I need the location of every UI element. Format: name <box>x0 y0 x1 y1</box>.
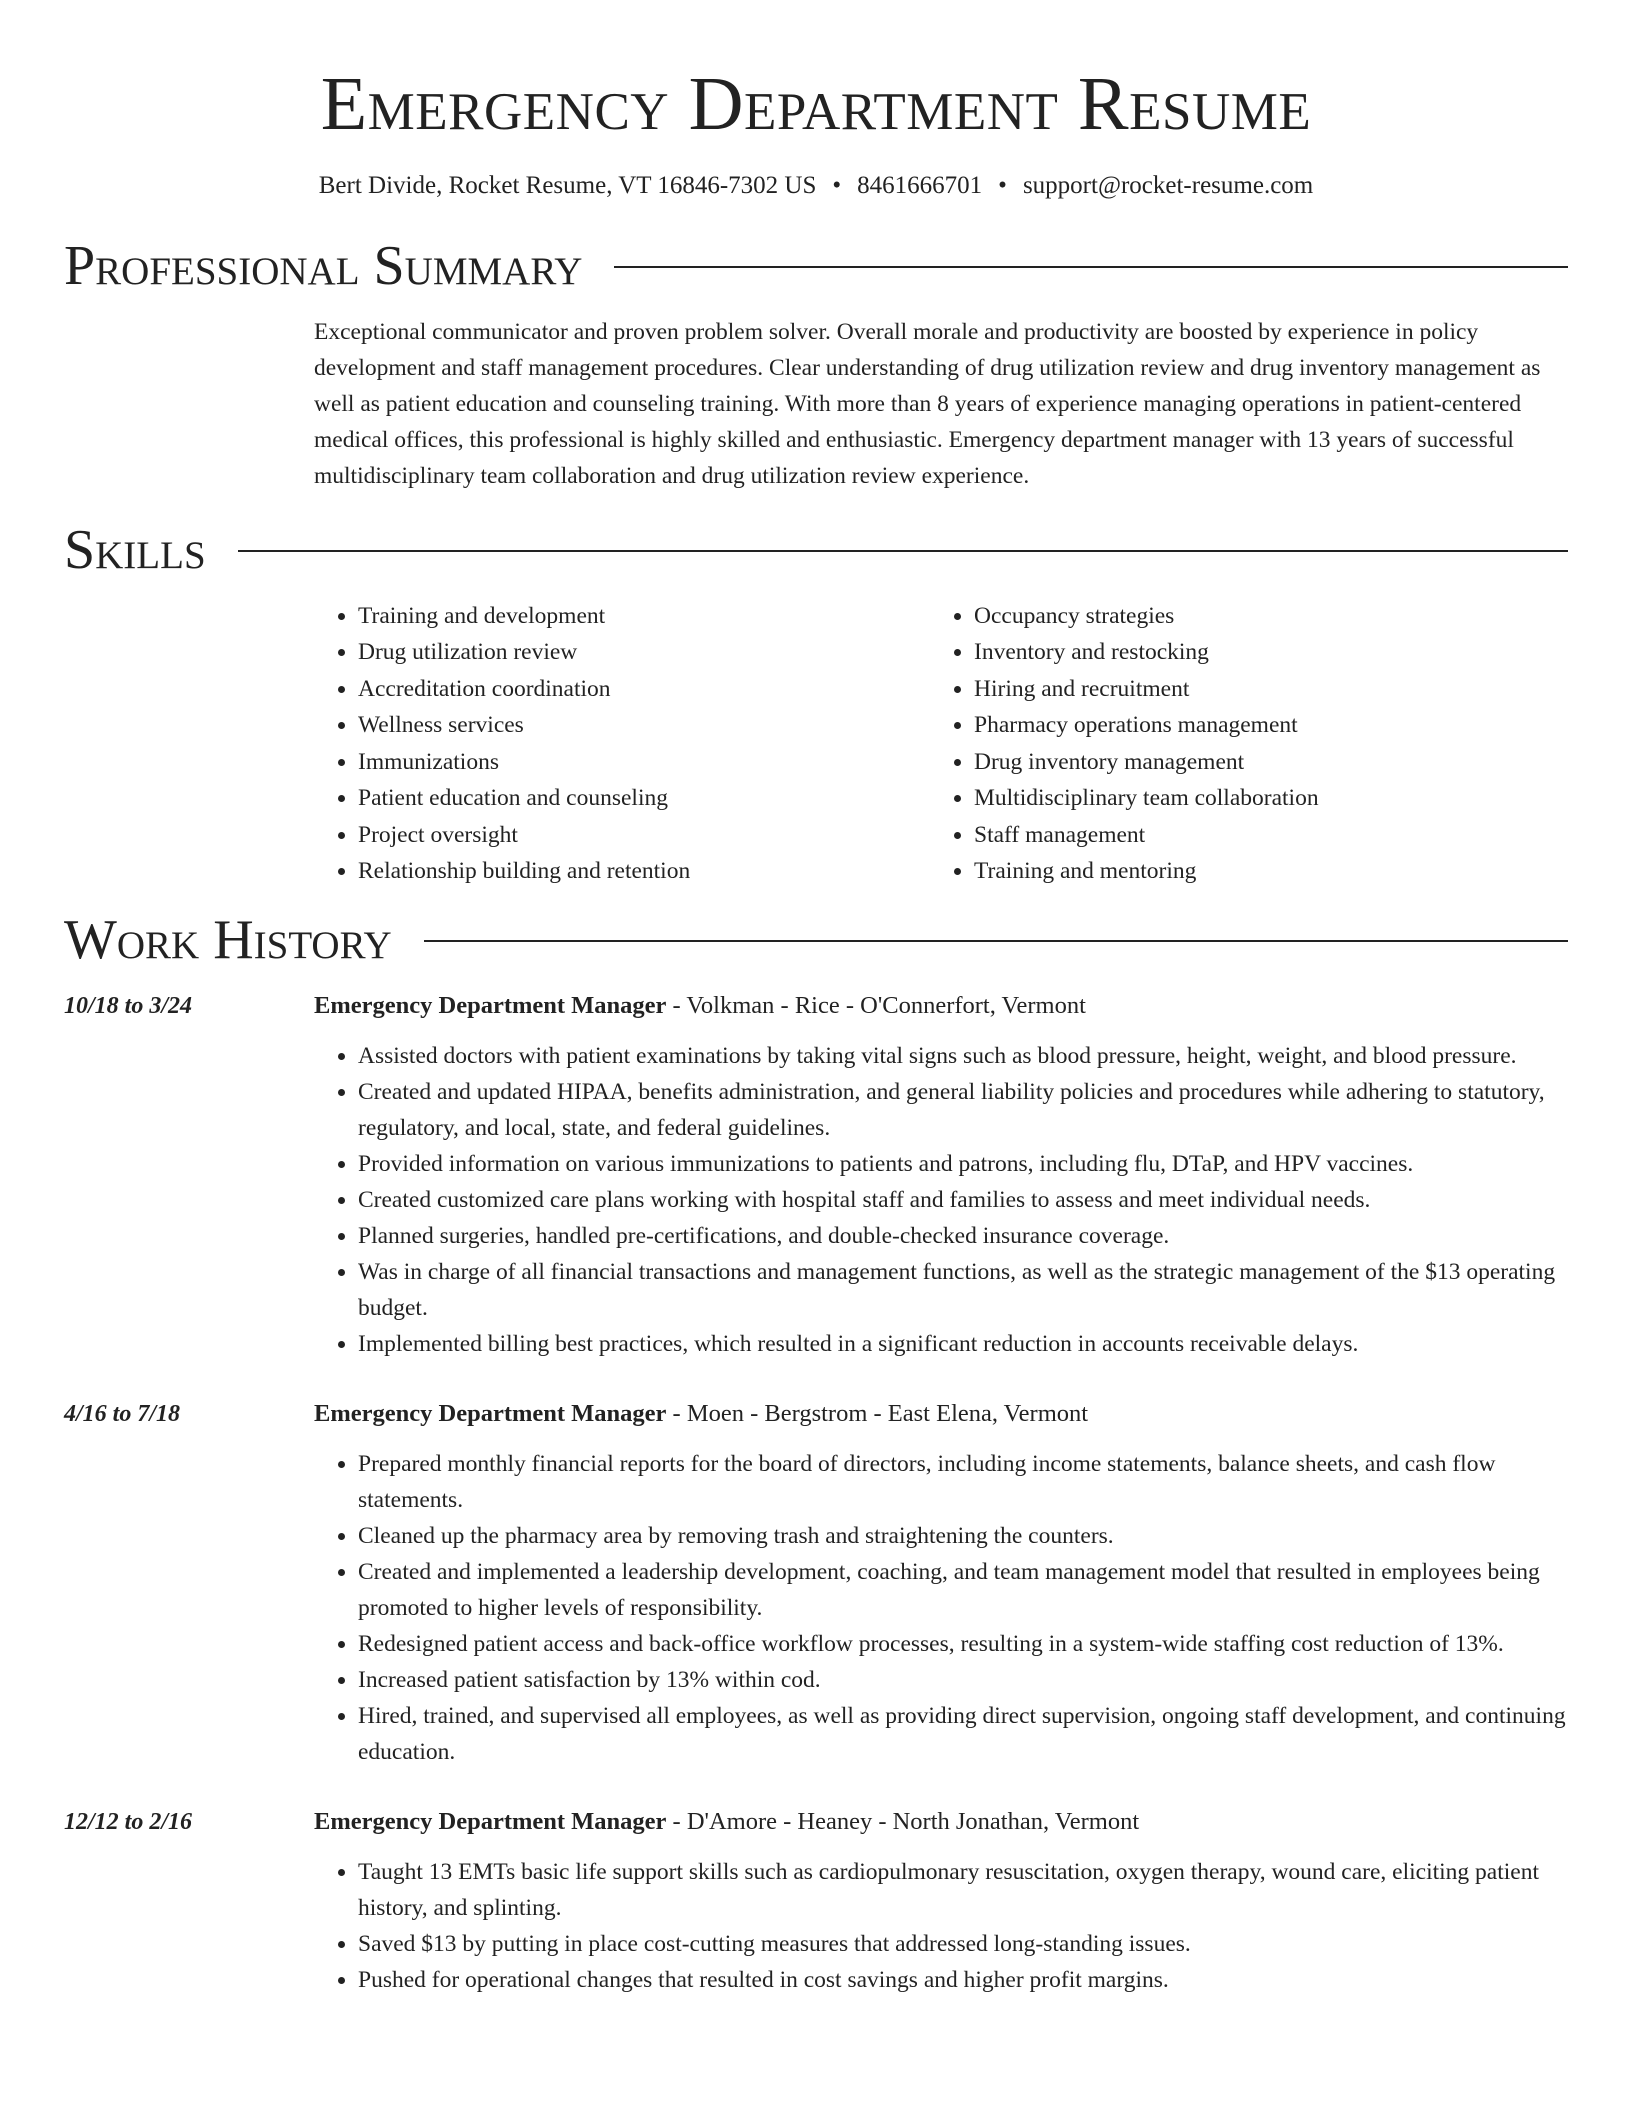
job-bullet: • Redesigned patient access and back-office workflow processes, resulting in a system-wide staffing cost reduction of 13%. <box>358 1626 1568 1662</box>
job-company: - D'Amore - Heaney - North Jonathan, Vermont <box>666 1807 1140 1835</box>
job-bullet: • Hired, trained, and supervised all employees, as well as providing direct supervision, ongoing staff development, and continuing education. <box>358 1698 1568 1770</box>
contact-separator: • <box>832 172 842 199</box>
section-divider <box>238 550 1568 552</box>
skill-item: • Wellness services <box>358 707 930 744</box>
job-dates: 10/18 to 3/24 <box>64 992 193 1019</box>
job-entry <box>64 1396 1568 1770</box>
job-title: Emergency Department Manager <box>314 991 667 1019</box>
job-bullet: • Taught 13 EMTs basic life support skills such as cardiopulmonary resuscitation, oxygen therapy, wound care, eliciting patient history, and splinting. <box>358 1854 1568 1926</box>
contact-email: support@rocket-resume.com <box>1022 172 1314 199</box>
job-details <box>314 988 1568 1362</box>
contact-separator: • <box>998 172 1007 199</box>
skill-item: • Drug inventory management <box>974 744 1546 781</box>
skill-item: • Pharmacy operations management <box>974 707 1546 744</box>
job-bullets <box>314 1446 1568 1770</box>
job-company: - Moen - Bergstrom - East Elena, Vermont <box>666 1399 1089 1427</box>
job-heading <box>314 1396 1568 1432</box>
job-bullet: • Assisted doctors with patient examinations by taking vital signs such as blood pressure, height, weight, and blood pressure. <box>358 1038 1568 1074</box>
section-divider <box>614 266 1568 268</box>
skills-column-right <box>930 598 1546 890</box>
job-details <box>314 1804 1568 1998</box>
job-bullet: • Was in charge of all financial transactions and management functions, as well as the strategic management of the $13 operating budget. <box>358 1254 1568 1326</box>
contact-line <box>64 170 1568 202</box>
job-bullet: • Provided information on various immunizations to patients and patrons, including flu, DTaP, and HPV vaccines. <box>358 1146 1568 1182</box>
skill-item: • Accreditation coordination <box>358 671 930 708</box>
skill-item: • Hiring and recruitment <box>974 671 1546 708</box>
job-bullet: • Implemented billing best practices, which resulted in a significant reduction in accounts receivable delays. <box>358 1326 1568 1362</box>
job-bullet: • Prepared monthly financial reports for the board of directors, including income statements, balance sheets, and cash flow statements. <box>358 1446 1568 1518</box>
job-bullet: • Created and implemented a leadership development, coaching, and team management model that resulted in employees being promoted to higher levels of responsibility. <box>358 1554 1568 1626</box>
contact-phone: 8461666701 <box>857 172 983 199</box>
job-heading <box>314 988 1568 1024</box>
summary-text: Exceptional communicator and proven problem solver. Overall morale and productivity are boosted by experience in policy development and staff management procedures. Clear understanding of drug utilization review and drug inventory management as well as patient education and counseling training. With more than 8 years of experience managing operations in patient-centered medical offices, this professional is highly skilled and enthusiastic. Emergency department manager with 13 years of successful multidisciplinary team collaboration and drug utilization review experience. <box>314 319 1541 489</box>
job-heading <box>314 1804 1568 1840</box>
skill-item: • Multidisciplinary team collaboration <box>974 780 1546 817</box>
job-bullet: • Increased patient satisfaction by 13% within cod. <box>358 1662 1568 1698</box>
work-history-section <box>64 908 1568 1998</box>
job-bullet: • Cleaned up the pharmacy area by removing trash and straightening the counters. <box>358 1518 1568 1554</box>
skill-item: • Training and mentoring <box>974 853 1546 890</box>
job-dates: 12/12 to 2/16 <box>64 1808 193 1835</box>
resume-page <box>64 0 1568 1998</box>
section-header <box>64 518 1568 582</box>
skill-item: • Immunizations <box>358 744 930 781</box>
job-title: Emergency Department Manager <box>314 1399 667 1427</box>
skill-item: • Patient education and counseling <box>358 780 930 817</box>
skill-item: • Training and development <box>358 598 930 635</box>
job-details <box>314 1396 1568 1770</box>
skill-item: • Occupancy strategies <box>974 598 1546 635</box>
skill-item: • Drug utilization review <box>358 634 930 671</box>
job-title: Emergency Department Manager <box>314 1807 667 1835</box>
section-divider <box>424 940 1568 942</box>
job-dates: 4/16 to 7/18 <box>64 1400 181 1427</box>
section-title-summary: Professional Summary <box>64 235 583 297</box>
skill-item: • Staff management <box>974 817 1546 854</box>
skill-item: • Project oversight <box>358 817 930 854</box>
job-bullet: • Pushed for operational changes that resulted in cost savings and higher profit margins. <box>358 1962 1568 1998</box>
skills-column-left <box>314 598 930 890</box>
section-title-skills: Skills <box>64 518 206 581</box>
job-bullets <box>314 1038 1568 1362</box>
resume-title: Emergency Department Resume <box>320 62 1312 146</box>
job-bullet: • Created customized care plans working with hospital staff and families to assess and meet individual needs. <box>358 1182 1568 1218</box>
job-bullet: • Created and updated HIPAA, benefits administration, and general liability policies and procedures while adhering to statutory, regulatory, and local, state, and federal guidelines. <box>358 1074 1568 1146</box>
contact-address: Bert Divide, Rocket Resume, VT 16846-7302 US <box>318 172 817 199</box>
section-header <box>64 234 1568 298</box>
job-entry <box>64 988 1568 1362</box>
skill-item: • Inventory and restocking <box>974 634 1546 671</box>
skills-section <box>64 518 1568 890</box>
section-header <box>64 908 1568 972</box>
skill-item: • Relationship building and retention <box>358 853 930 890</box>
section-title-work-history: Work History <box>64 908 392 971</box>
job-entry <box>64 1804 1568 1998</box>
skills-list <box>314 598 1568 890</box>
job-company: - Volkman - Rice - O'Connerfort, Vermont <box>666 991 1086 1019</box>
job-bullet: • Planned surgeries, handled pre-certifications, and double-checked insurance coverage. <box>358 1218 1568 1254</box>
professional-summary-section <box>64 234 1568 494</box>
job-bullets <box>314 1854 1568 1998</box>
job-bullet: • Saved $13 by putting in place cost-cutting measures that addressed long-standing issues. <box>358 1926 1568 1962</box>
